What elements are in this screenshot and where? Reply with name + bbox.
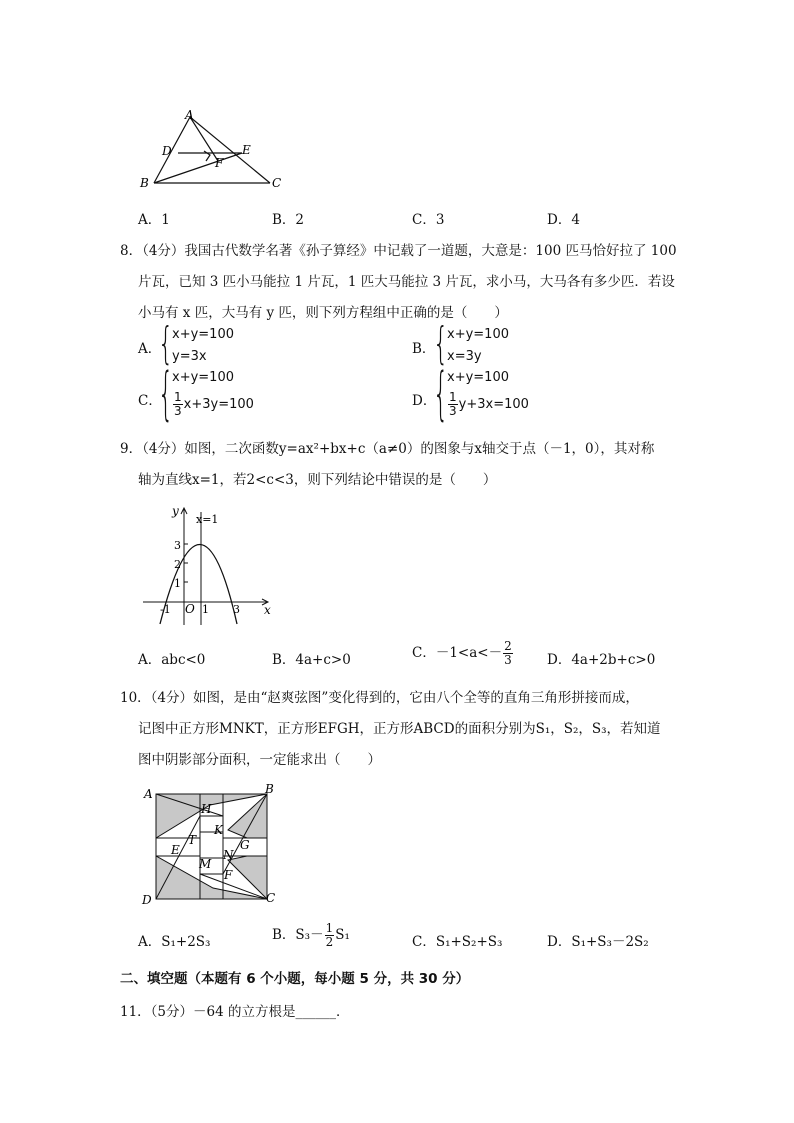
q8-b-brace: { [433,318,449,369]
q8-d-fraction: $\frac{1}{3}$ [449,390,457,418]
q8-line-1: 8．（4分）我国古代数学名著《孙子算经》中记载了一道题，大意是：100 匹马恰好拉了 100 [120,243,677,259]
q7-label-c: C [272,176,282,190]
q9-c-text: C．－1<a<－ [412,645,503,661]
q10-label-h: H [201,802,212,816]
q7-option-c[interactable]: C．3 [412,212,445,228]
q10-label-k: K [214,823,223,837]
section-2-heading: 二、填空题（本题有 6 个小题，每小题 5 分，共 30 分） [120,971,470,987]
q9-x-tick-3: 3 [233,603,240,616]
q10-line-1: 10．（4分）如图，是由“赵爽弦图”变化得到的，它由八个全等的直角三角形拼接而成， [120,690,639,706]
q10-option-b[interactable] [272,922,350,949]
q8-c-eq1: x+y=100 [172,370,234,385]
q9-option-a[interactable]: A．abc<0 [138,652,206,668]
q8-d-eq2: y+3x=100 [458,397,529,412]
q9-x-tick-1: 1 [202,603,209,616]
q10-label-b: B [265,782,274,796]
q8-line-3: 小马有 x 匹，大马有 y 匹，则下列方程组中正确的是（ ） [138,305,508,321]
q10-zhaoshuang-figure [138,780,288,910]
q7-option-b[interactable]: B．2 [272,212,305,228]
q7-triangle-figure [135,105,295,195]
q7-label-b: B [140,176,149,190]
q11-text: 11．（5分）－64 的立方根是______． [120,1004,350,1020]
q9-tick-2: 2 [174,558,181,571]
q9-option-c[interactable] [412,640,514,667]
q9-y-label: y [172,504,179,518]
q10-label-m: M [199,857,212,871]
q8-option-c-label[interactable]: C． [138,393,162,409]
q9-option-b[interactable]: B．4a+c>0 [272,652,351,668]
q9-tick-neg1: -1 [160,603,171,616]
q8-option-b-system [447,324,509,368]
q7-label-a: A [185,108,194,122]
q10-label-e: E [171,843,180,857]
q8-option-b-label[interactable]: B． [412,341,436,357]
q8-d-eq2-row [447,391,529,418]
q10-option-d[interactable]: D．S₁+S₃－2S₂ [547,934,649,950]
q8-a-eq1: x+y=100 [172,327,234,342]
q10-label-d: D [142,893,152,907]
q9-tick-3: 3 [174,539,181,552]
q8-c-brace: { [158,360,174,428]
q8-option-c-system [172,367,254,418]
q10-label-n: N [223,848,234,862]
q10-option-c[interactable]: C．S₁+S₂+S₃ [412,934,503,950]
q9-tick-1: 1 [174,577,181,590]
q7-label-d: D [162,144,172,158]
q10-label-f: F [224,868,233,882]
q10-label-c: C [266,891,276,905]
q9-line-1: 9．（4分）如图，二次函数y=ax²+bx+c（a≠0）的图象与x轴交于点（－1，0），其对称 [120,441,655,457]
q9-origin-label: O [185,602,195,616]
q10-option-a[interactable]: A．S₁+2S₃ [138,934,211,950]
q10-b-text: B．S₃－ [272,927,324,943]
q9-option-d[interactable]: D．4a+2b+c>0 [547,652,656,668]
q10-line-2: 记图中正方形MNKT，正方形EFGH，正方形ABCD的面积分别为S₁，S₂，S₃，若知道 [138,721,661,737]
q8-b-eq2: x=3y [447,349,482,364]
q9-c-fraction: $\frac{2}{3}$ [504,639,512,667]
q9-line-2: 轴为直线x=1，若2<c<3，则下列结论中错误的是（ ） [138,472,497,488]
q9-parabola-graph [138,500,278,630]
q7-label-f: F [215,156,224,170]
q7-option-d[interactable]: D．4 [547,212,580,228]
q8-option-d-system [447,367,529,418]
q10-b-fraction: $\frac{1}{2}$ [325,921,334,949]
q8-d-brace: { [433,360,449,428]
q8-c-eq2-row [172,391,254,418]
q8-c-eq2: x+3y=100 [183,397,254,412]
q10-label-t: T [188,833,197,847]
q8-option-a-label[interactable]: A． [138,341,162,357]
q8-c-fraction: $\frac{1}{3}$ [174,390,182,418]
q9-axis-label: x=1 [196,513,219,526]
q8-line-2: 片瓦，已知 3 匹小马能拉 1 片瓦，1 匹大马能拉 3 片瓦，求小马，大马各有多少匹．若设 [138,274,675,290]
q7-option-a[interactable]: A．1 [138,212,170,228]
q8-option-a-system [172,324,234,368]
q10-label-a: A [144,787,153,801]
q10-b-post: S₁ [335,927,350,943]
q10-line-3: 图中阴影部分面积，一定能求出（ ） [138,752,381,768]
q9-x-label: x [264,603,271,617]
q8-d-eq1: x+y=100 [447,370,509,385]
q8-option-d-label[interactable]: D． [412,393,437,409]
q8-b-eq1: x+y=100 [447,327,509,342]
q8-a-brace: { [158,318,174,369]
q7-label-e: E [242,143,251,157]
q8-a-eq2: y=3x [172,349,207,364]
q10-label-g: G [240,838,250,852]
